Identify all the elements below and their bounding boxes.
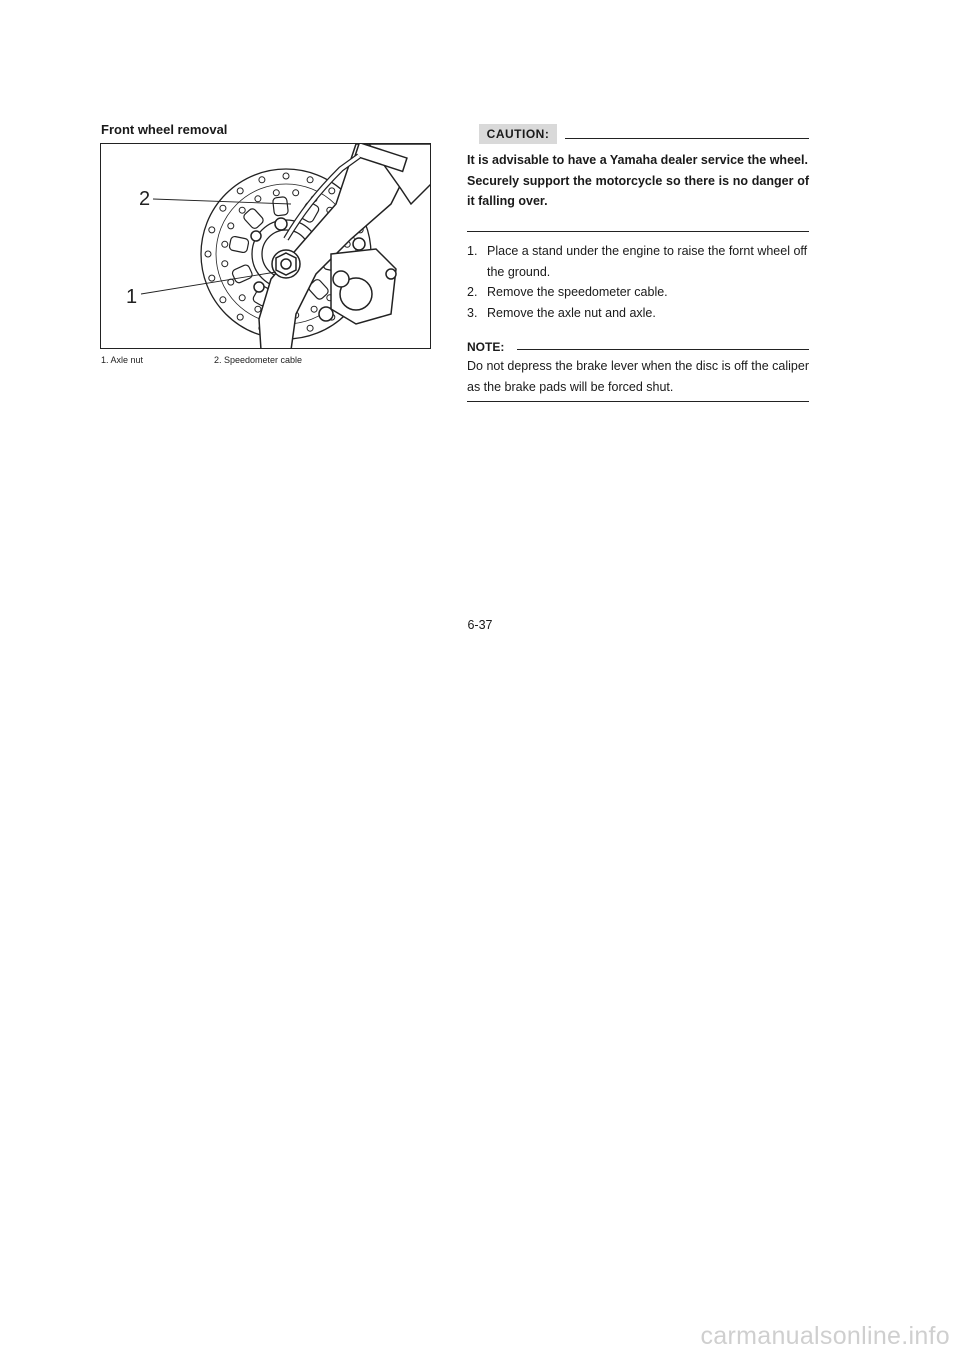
step-list <box>467 241 809 323</box>
caution-text <box>467 150 809 212</box>
disc-hole <box>220 297 226 303</box>
step-number: 1. <box>467 244 478 258</box>
disc-hole <box>237 314 243 320</box>
step-number: 2. <box>467 285 478 299</box>
disc-hole <box>220 205 226 211</box>
disc-hole <box>293 190 299 196</box>
disc-hole <box>205 251 211 257</box>
caption-axle-nut: 1. Axle nut <box>101 355 144 365</box>
note-header <box>467 340 809 356</box>
disc-hole <box>237 188 243 194</box>
step-text: Remove the axle nut and axle. <box>487 305 656 320</box>
disc-hole <box>222 241 228 247</box>
step-item <box>467 303 809 324</box>
note-text: Do not depress the brake lever when the disc is off the caliper as the brake pads will be forced shut. <box>467 359 809 394</box>
step-text: Place a stand under the engine to raise the fornt wheel off the ground. <box>487 244 808 279</box>
caution-rule <box>565 138 809 139</box>
disc-hole <box>239 207 245 213</box>
disc-hole <box>209 227 215 233</box>
step-item <box>467 282 809 303</box>
disc-hole <box>209 275 215 281</box>
caution-header <box>479 124 809 144</box>
callout-2: 2 <box>139 188 151 210</box>
disc-bolt <box>275 218 287 230</box>
disc-vent <box>229 236 249 253</box>
step-text: Remove the speedometer cable. <box>487 285 668 299</box>
front-wheel-illustration <box>100 143 431 349</box>
step-number: 3. <box>467 305 478 320</box>
disc-hole <box>283 173 289 179</box>
disc-hole <box>307 325 313 331</box>
note-label: NOTE: <box>467 340 505 354</box>
caution-badge: CAUTION: <box>479 124 557 144</box>
disc-vent <box>273 197 289 216</box>
watermark: carmanualsonline.info <box>700 1322 950 1350</box>
page-number: 6-37 <box>467 618 493 632</box>
step-item <box>467 241 809 282</box>
caution-line: It is advisable to have a Yamaha dealer service the wheel. <box>467 153 808 167</box>
disc-hole <box>239 295 245 301</box>
note-end-rule <box>467 401 809 402</box>
callout-1: 1 <box>126 286 138 308</box>
disc-hole <box>222 261 228 267</box>
disc-hole <box>228 223 234 229</box>
disc-hole <box>311 306 317 312</box>
disc-hole <box>273 190 279 196</box>
disc-vent <box>231 264 253 284</box>
disc-hole <box>307 177 313 183</box>
front-wheel-drawing <box>101 144 431 349</box>
section-title: Front wheel removal <box>101 122 228 137</box>
caution-end-rule <box>467 231 809 232</box>
callout-line-2 <box>153 199 291 204</box>
disc-hole <box>255 196 261 202</box>
caption-speedometer-cable: 2. Speedometer cable <box>214 355 303 365</box>
disc-hole <box>255 306 261 312</box>
note-rule <box>517 349 809 350</box>
disc-hole <box>259 177 265 183</box>
caution-line: Securely support the motorcycle so there is no danger of it falling over. <box>467 173 809 208</box>
disc-hole <box>329 188 335 194</box>
